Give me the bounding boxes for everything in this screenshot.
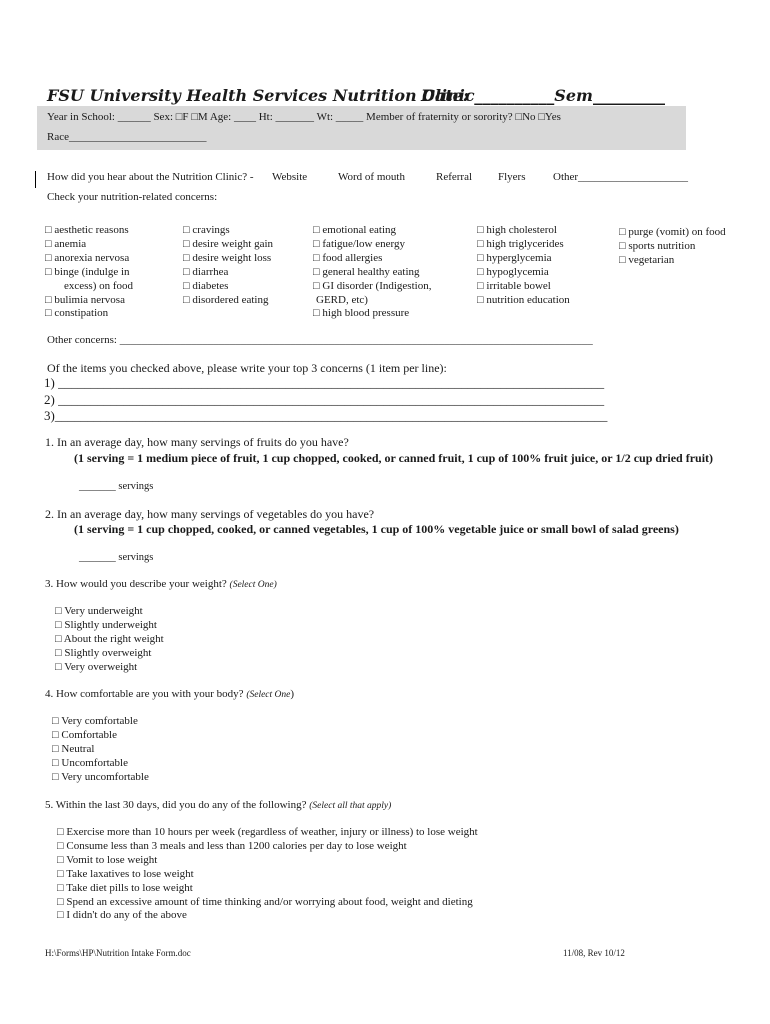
hear-option-word-of-mouth[interactable]: Word of mouth — [338, 171, 405, 183]
q5-option[interactable]: □ Vomit to lose weight — [57, 853, 158, 866]
concern-item[interactable]: □ binge (indulge in — [45, 265, 130, 278]
concern-item[interactable]: □ vegetarian — [619, 253, 675, 266]
concern-item[interactable]: □ bulimia nervosa — [45, 293, 125, 306]
concern-item[interactable]: □ disordered eating — [183, 293, 269, 306]
q1-servings-field[interactable]: _______ servings — [79, 481, 154, 492]
q4-question-row — [45, 688, 294, 700]
q4-option[interactable]: □ Neutral — [52, 742, 95, 755]
concern-item[interactable]: □ constipation — [45, 307, 109, 320]
q5-question: 5. Within the last 30 days, did you do any of the following? — [45, 799, 307, 811]
q5-question-row — [45, 799, 391, 811]
margin-bar — [35, 171, 36, 188]
hear-about-question: How did you hear about the Nutrition Clinic? - — [47, 171, 254, 183]
top3-line-3[interactable]: 3)_____________________________________________________________________________________ — [44, 408, 608, 423]
concern-item[interactable]: □ general healthy eating — [313, 265, 420, 278]
concerns-column-3 — [313, 224, 431, 321]
q5-option[interactable]: □ Exercise more than 10 hours per week (regardless of weather, injury or illness) to lose weight — [57, 826, 478, 838]
concern-item[interactable]: □ nutrition education — [477, 293, 570, 306]
q4-option[interactable]: □ Uncomfortable — [52, 756, 128, 769]
q3-option[interactable]: □ Very overweight — [55, 660, 138, 673]
hear-option-other[interactable]: Other____________________ — [553, 171, 689, 183]
q3-option[interactable]: □ Very underweight — [55, 605, 143, 617]
concern-item[interactable]: □ high cholesterol — [477, 224, 557, 236]
q3-options — [55, 605, 164, 675]
demographics-line[interactable]: Year in School: ______ Sex: □F □M Age: ____ Ht: _______ Wt: _____ Member of fraternity or sorority? □No □Yes — [47, 111, 561, 123]
q5-option[interactable]: □ Consume less than 3 meals and less than 1200 calories per day to lose weight — [57, 839, 407, 852]
concerns-column-4 — [477, 224, 570, 307]
q4-close-paren: ) — [290, 688, 295, 700]
concern-item[interactable]: □ diabetes — [183, 279, 229, 292]
q4-option[interactable]: □ Very uncomfortable — [52, 770, 149, 783]
concern-item[interactable]: □ high blood pressure — [313, 307, 410, 320]
q3-question: 3. How would you describe your weight? — [45, 578, 227, 590]
concern-item[interactable]: □ aesthetic reasons — [45, 224, 129, 236]
q4-option[interactable]: □ Comfortable — [52, 728, 117, 741]
hear-option-referral[interactable]: Referral — [436, 171, 473, 183]
q3-option[interactable]: □ Slightly overweight — [55, 646, 152, 659]
q4-qualifier: (Select One — [246, 690, 291, 700]
q1-serving-note: (1 serving = 1 medium piece of fruit, 1 cup chopped, cooked, or canned fruit, 1 cup of 100% fruit juice, or 1/2 cup dried fruit) — [74, 451, 714, 465]
concerns-heading: Check your nutrition-related concerns: — [47, 191, 218, 203]
hear-option-flyers[interactable]: Flyers — [498, 171, 526, 183]
concern-item[interactable]: □ fatigue/low energy — [313, 237, 405, 250]
hear-option-website[interactable]: Website — [272, 171, 308, 183]
q5-option[interactable]: □ I didn't do any of the above — [57, 909, 187, 922]
concern-item[interactable]: □ irritable bowel — [477, 279, 551, 292]
q3-qualifier: (Select One) — [229, 580, 277, 590]
q3-question-row — [45, 578, 277, 590]
other-concerns-field[interactable]: Other concerns: ______________________________________________________________________________________ — [47, 334, 593, 346]
concern-item[interactable]: □ high triglycerides — [477, 237, 564, 250]
race-field[interactable]: Race_________________________ — [47, 131, 207, 143]
q3-option[interactable]: □ About the right weight — [55, 632, 164, 645]
concern-item[interactable]: □ desire weight loss — [183, 251, 272, 264]
footer-revision: 11/08, Rev 10/12 — [563, 948, 625, 958]
top3-line-2[interactable]: 2) ____________________________________________________________________________________ — [44, 392, 605, 407]
concerns-column-1 — [45, 224, 133, 321]
top3-line-1[interactable]: 1) ____________________________________________________________________________________ — [44, 375, 605, 390]
q5-qualifier: (Select all that apply) — [309, 801, 392, 811]
q5-option[interactable]: □ Take diet pills to lose weight — [57, 881, 193, 894]
concern-item[interactable]: □ GI disorder (Indigestion, — [313, 279, 432, 292]
q2-serving-note: (1 serving = 1 cup chopped, cooked, or canned vegetables, 1 cup of 100% vegetable juice or small bowl of salad greens) — [74, 522, 679, 536]
q2-servings-field[interactable]: _______ servings — [79, 552, 154, 563]
concern-item-continued: GERD, etc) — [316, 293, 368, 306]
q4-question: 4. How comfortable are you with your body? — [45, 688, 244, 700]
concern-item[interactable]: □ hypoglycemia — [477, 265, 549, 278]
concern-item[interactable]: □ diarrhea — [183, 265, 229, 278]
concern-item[interactable]: □ desire weight gain — [183, 237, 274, 250]
concern-item-continued: excess) on food — [64, 279, 134, 292]
concern-item[interactable]: □ anemia — [45, 237, 87, 250]
concerns-column-2 — [183, 224, 273, 307]
q4-options — [52, 715, 149, 785]
top3-prompt: Of the items you checked above, please write your top 3 concerns (1 item per line): — [47, 361, 447, 375]
form-title: FSU University Health Services Nutrition Clinic — [47, 86, 475, 105]
q5-option[interactable]: □ Spend an excessive amount of time thinking and/or worrying about food, weight and dieting — [57, 895, 473, 908]
concern-item[interactable]: □ purge (vomit) on food — [619, 226, 726, 238]
date-semester-field[interactable]: Date: __________Sem_________ — [421, 86, 665, 105]
q1-question: 1. In an average day, how many servings of fruits do you have? — [45, 435, 349, 449]
q3-option[interactable]: □ Slightly underweight — [55, 618, 157, 631]
concern-item[interactable]: □ emotional eating — [313, 224, 397, 236]
concern-item[interactable]: □ sports nutrition — [619, 239, 696, 252]
q5-options — [57, 826, 478, 923]
concern-item[interactable]: □ cravings — [183, 224, 230, 236]
concern-item[interactable]: □ hyperglycemia — [477, 251, 552, 264]
q2-question: 2. In an average day, how many servings of vegetables do you have? — [45, 507, 375, 521]
q4-option[interactable]: □ Very comfortable — [52, 715, 138, 727]
q5-option[interactable]: □ Take laxatives to lose weight — [57, 867, 194, 880]
concern-item[interactable]: □ anorexia nervosa — [45, 251, 130, 264]
concern-item[interactable]: □ food allergies — [313, 251, 383, 264]
concerns-column-5 — [619, 226, 726, 268]
footer-file-path: H:\Forms\HP\Nutrition Intake Form.doc — [45, 948, 191, 958]
